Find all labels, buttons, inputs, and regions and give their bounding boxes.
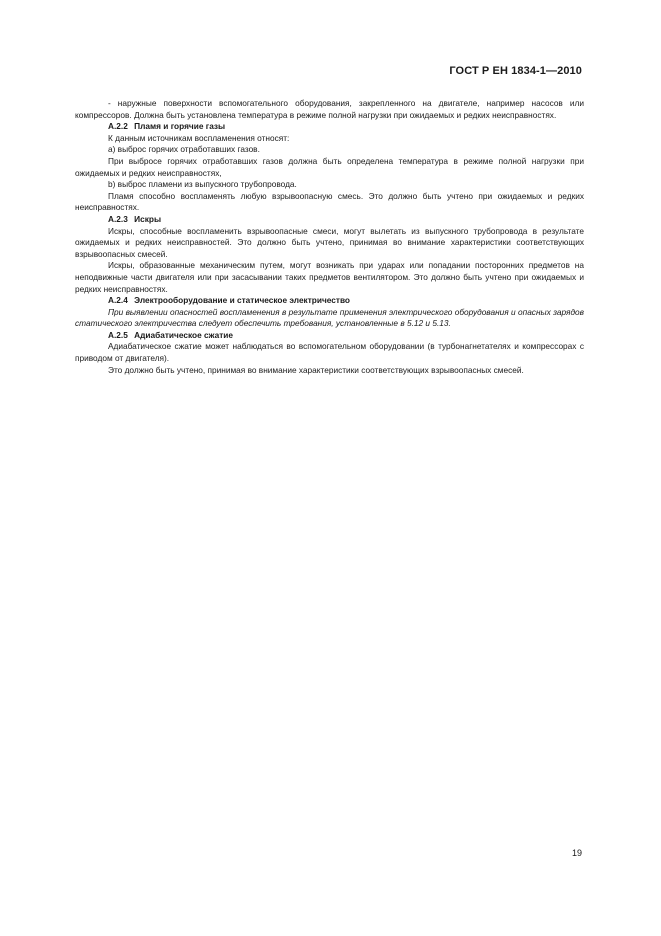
section-heading-a22: [75, 121, 584, 133]
paragraph-text: При выявлении опасностей воспламенения в результате применения электрического оборудования и опасных зарядов статического электричества следует обеспечить требования, установленные в 5.12 и 5.13.: [75, 306, 584, 329]
section-heading-a24: [75, 295, 584, 307]
page-number: 19: [571, 848, 582, 858]
paragraph: [75, 133, 584, 145]
paragraph: [75, 191, 584, 214]
list-item: [75, 144, 584, 156]
paragraph: [75, 307, 584, 330]
paragraph-text: При выбросе горячих отработавших газов должна быть определена температура в режиме полной нагрузки при ожидаемых и редких неисправностях,: [75, 155, 584, 178]
paragraph-text: Это должно быть учтено, принимая во внимание характеристики соответствующих взрывоопасных смесей.: [108, 364, 524, 375]
section-number: А.2.4: [108, 295, 128, 306]
list-item-text: а) выброс горячих отработавших газов.: [108, 144, 260, 155]
section-title: Пламя и горячие газы: [134, 121, 226, 132]
paragraph: [75, 226, 584, 261]
paragraph-text: К данным источникам воспламенения относят:: [108, 132, 290, 143]
section-number: А.2.5: [108, 329, 128, 340]
paragraph: [75, 156, 584, 179]
paragraph: [75, 365, 584, 377]
section-heading-a23: [75, 214, 584, 226]
paragraph-text: Пламя способно воспламенять любую взрывоопасную смесь. Это должно быть учтено при ожидаемых и редких неисправностях.: [75, 190, 584, 213]
section-title: Адиабатическое сжатие: [134, 329, 233, 340]
standard-id: ГОСТ Р ЕН 1834-1—2010: [449, 65, 582, 77]
paragraph-text: Искры, образованные механическим путем, могут возникать при ударах или попадании посторонних предметов на неподвижные части двигателя или при засасывании таких предметов вентилятором. Это должно быть учтено при ожидаемых и редких неисправностях.: [75, 260, 584, 294]
paragraph: [75, 260, 584, 295]
document-body: [75, 98, 584, 376]
section-heading-a25: [75, 330, 584, 342]
paragraph: [75, 98, 584, 121]
paragraph-text: - наружные поверхности вспомогательного оборудования, закрепленного на двигателе, например насосов или компрессоров. Должна быть установлена температура в режиме полной нагрузки при ожидаемых и редких неисправностях.: [75, 98, 584, 120]
paragraph-text: Адиабатическое сжатие может наблюдаться во вспомогательном оборудовании (в турбонагнетателях и компрессорах с приводом от двигателя).: [75, 341, 584, 364]
list-item: [75, 179, 584, 191]
list-item-text: b) выброс пламени из выпускного трубопровода.: [108, 179, 297, 190]
paragraph-text: Искры, способные воспламенить взрывоопасные смеси, могут вылетать из выпускного трубопровода в результате ожидаемых и редких неисправностей. Это должно быть учтено, принимая во внимание характеристики соответствующих взрывоопасных смесей.: [75, 225, 584, 259]
section-number: А.2.3: [108, 213, 128, 224]
section-title: Искры: [134, 213, 162, 224]
section-number: А.2.2: [108, 121, 128, 132]
section-title: Электрооборудование и статическое электричество: [134, 295, 351, 306]
paragraph: [75, 341, 584, 364]
